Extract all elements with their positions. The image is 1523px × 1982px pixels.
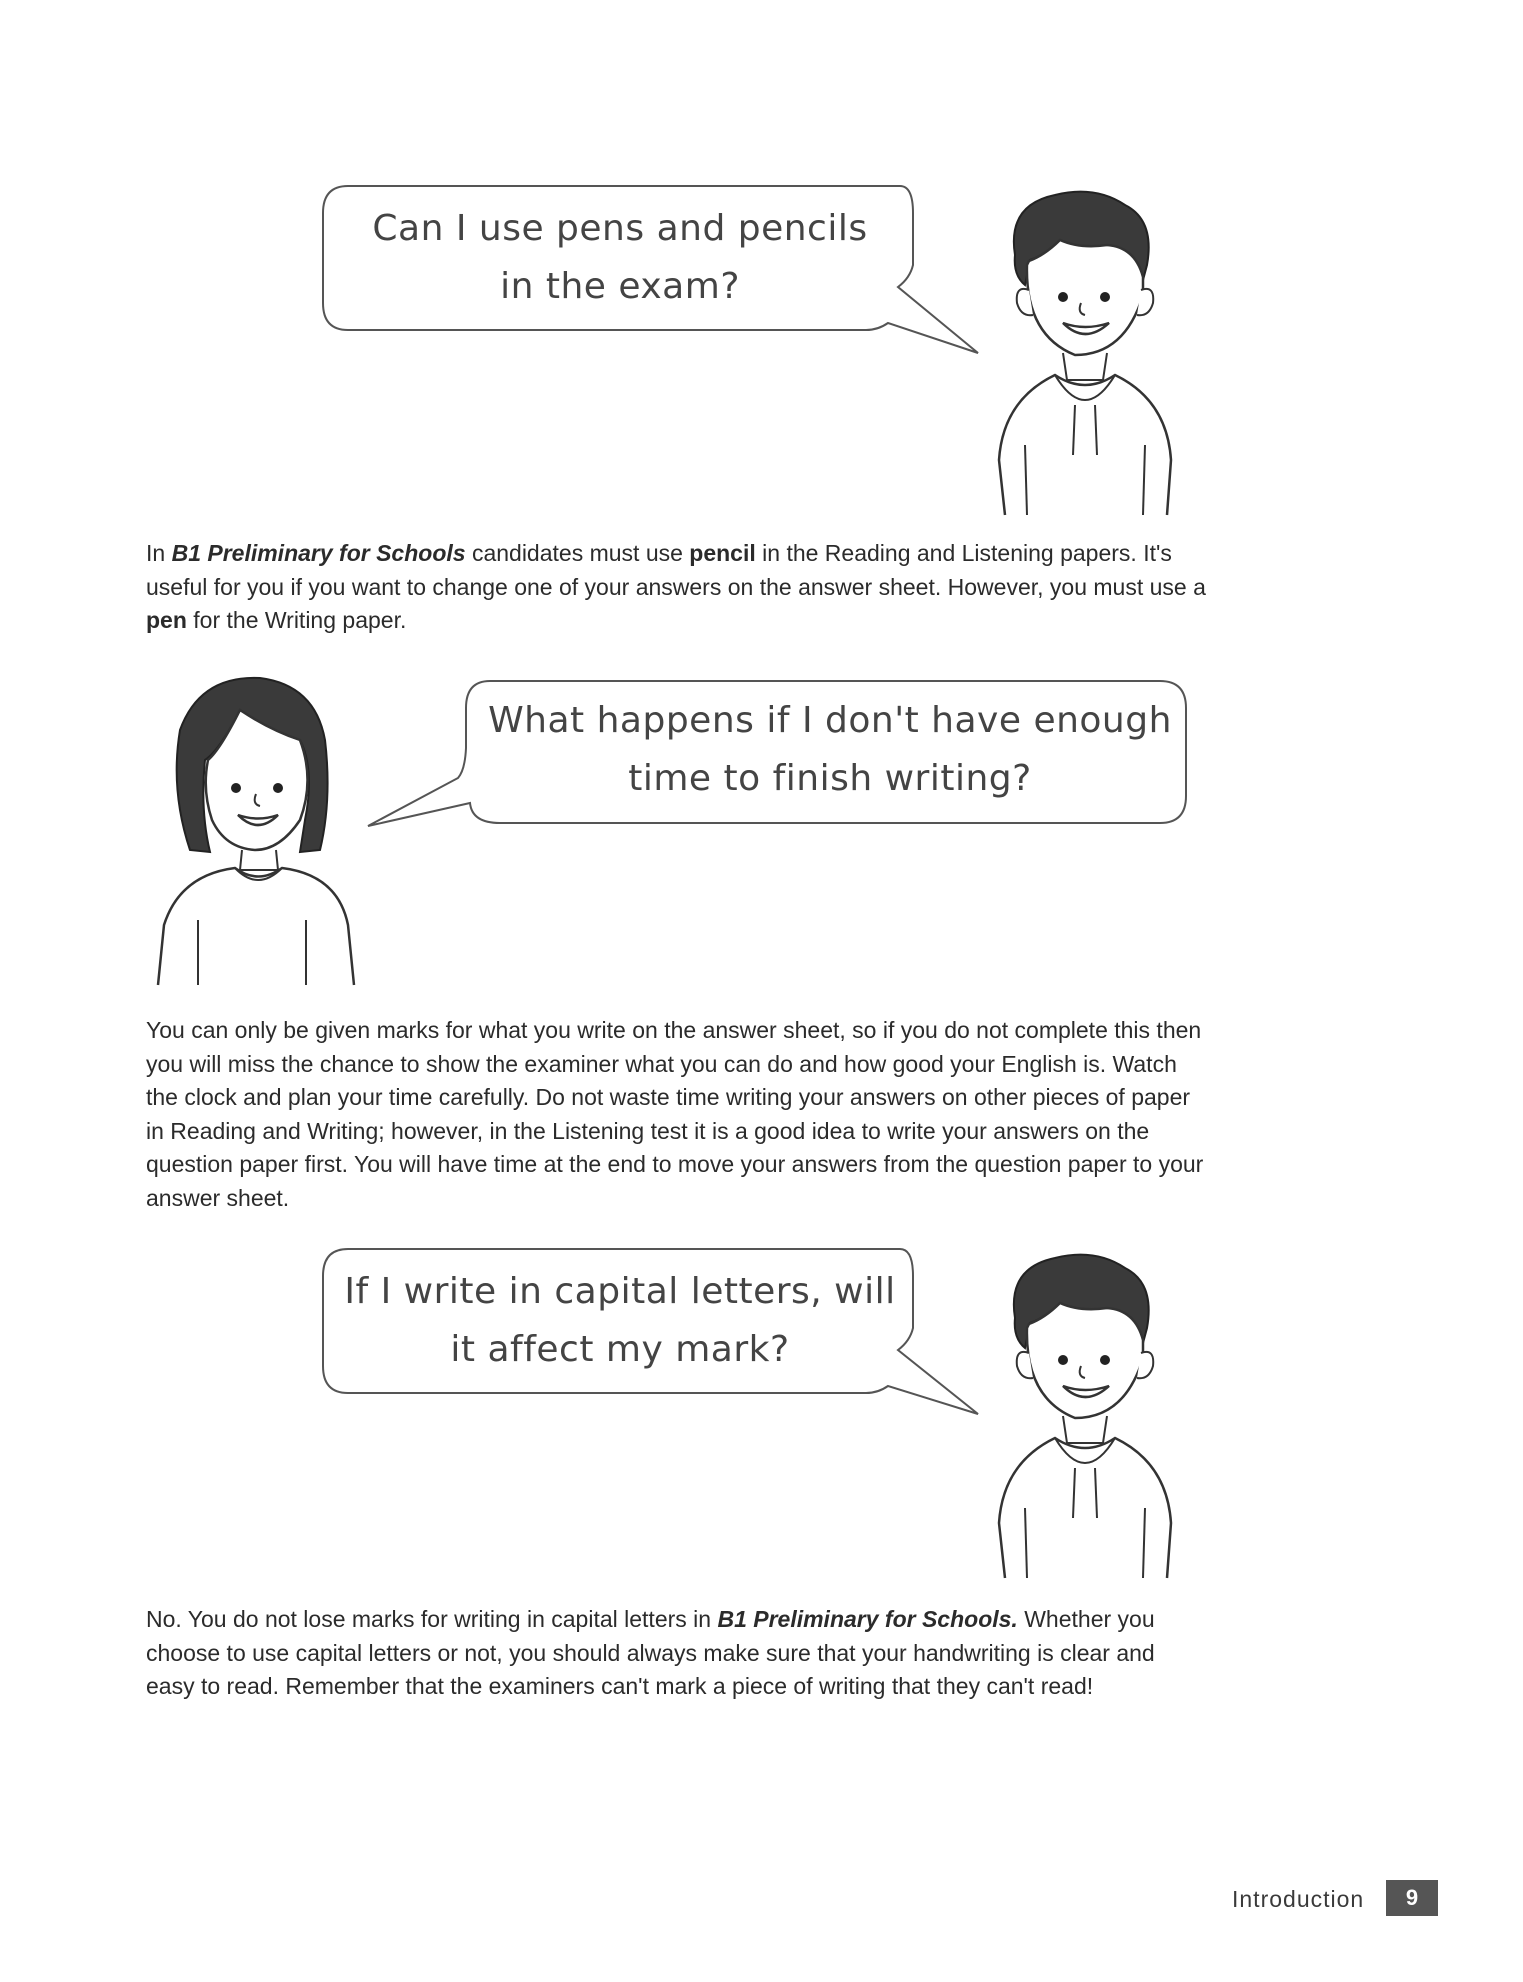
p1-pen: pen bbox=[146, 607, 187, 633]
bubble-2-line2: time to finish writing? bbox=[628, 758, 1032, 799]
p1-text-2: candidates must use bbox=[465, 540, 690, 566]
p3-text-1: No. You do not lose marks for writing in capital letters in bbox=[146, 1606, 718, 1632]
bubble-1-line2: in the exam? bbox=[500, 266, 740, 307]
bubble-1-line1: Can I use pens and pencils bbox=[372, 208, 868, 249]
boy-illustration-2 bbox=[985, 1248, 1195, 1578]
p1-text-1: In bbox=[146, 540, 172, 566]
paragraph-3 bbox=[146, 1603, 1206, 1704]
p1-text-4: for the Writing paper. bbox=[186, 607, 407, 633]
p3-exam-title: B1 Preliminary for Schools. bbox=[717, 1606, 1018, 1632]
paragraph-2: You can only be given marks for what you write on the answer sheet, so if you do not complete this then you will miss the chance to show the examiner what you can do and how good your English is. Watch the clock and plan your time carefully. Do not waste time writing your answers on other pieces of paper in Reading and Writing; however, in the Listening test it is a good idea to write your answers on the question paper first. You will have time at the end to move your answers from the question paper to your answer sheet. bbox=[146, 1017, 1204, 1211]
bubble-1-text bbox=[330, 200, 910, 316]
bubble-3-line2: it affect my mark? bbox=[450, 1329, 790, 1370]
page-number: 9 bbox=[1386, 1880, 1438, 1916]
paragraph-1 bbox=[146, 537, 1206, 638]
bubble-3-text bbox=[330, 1263, 910, 1379]
boy-illustration bbox=[985, 185, 1195, 515]
bubble-3-line1: If I write in capital letters, will bbox=[344, 1271, 896, 1312]
p1-text-3: in the Reading and Listening papers. It's useful for you if you want to change one of your answers on the answer sheet. However, you must use a bbox=[146, 540, 1206, 600]
girl-illustration bbox=[150, 670, 360, 985]
section-label: Introduction bbox=[1232, 1886, 1365, 1912]
p1-pencil: pencil bbox=[689, 540, 756, 566]
p1-exam-title: B1 Preliminary for Schools bbox=[171, 540, 466, 566]
p3-text-2: Whether you choose to use capital letters or not, you should always make sure that your handwriting is clear and easy to read. Remember that the examiners can't mark a piece of writing that they can't read! bbox=[146, 1606, 1155, 1699]
bubble-2-text bbox=[480, 692, 1180, 808]
bubble-2-line1: What happens if I don't have enough bbox=[488, 700, 1172, 741]
